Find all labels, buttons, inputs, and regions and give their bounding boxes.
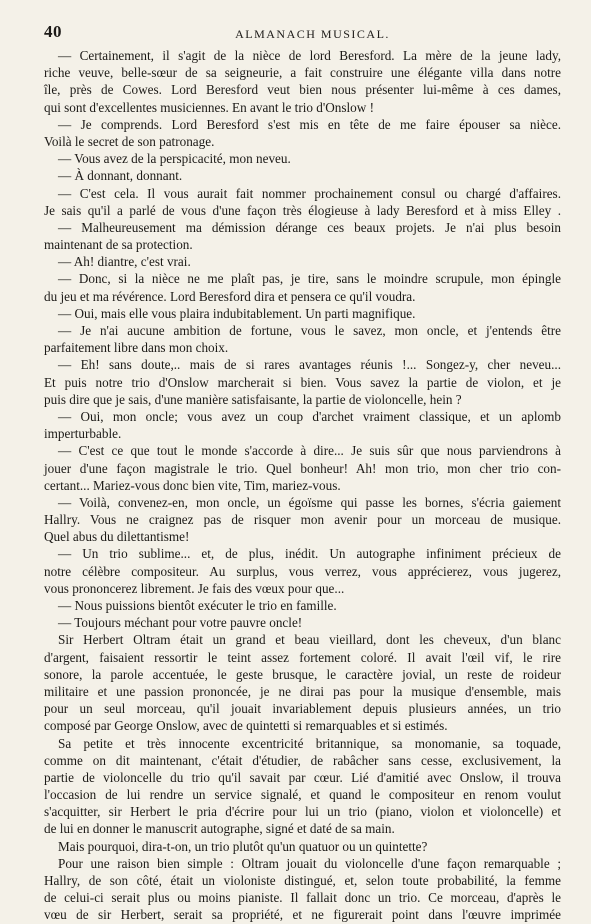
text-line: Sa petite et très innocente excentricité britannique, sa monomanie, sa toquade, (58, 735, 561, 751)
text-line: — Toujours méchant pour votre pauvre oncle! (58, 615, 303, 631)
text-line: pour un seul morceau, qu'il jouait invariablement depuis plusieurs années, un trio (44, 701, 561, 717)
text-line: partie de violoncelle du trio qu'il savait par cœur. Lié d'amitié avec Onslow, il trouva (44, 769, 561, 785)
running-title: ALMANACH MUSICAL. (235, 27, 390, 41)
page-header (44, 22, 561, 44)
text-line: qui sont d'excellentes musiciennes. En avant le trio d'Onslow ! (44, 99, 374, 115)
text-line: s'acquitter, sir Herbert le pria d'écrire pour lui un trio (piano, violon et violoncelle) et (44, 804, 561, 820)
text-line: — Vous avez de la perspicacité, mon neveu. (58, 151, 291, 167)
text-line: Et puis notre trio d'Onslow marcherait si bien. Vous savez la partie de violon, et je (44, 374, 561, 390)
text-line: île, près de Cowes. Lord Beresford veut bien nous présenter lui-même à ces dames, (44, 82, 561, 98)
text-line: comme on dit maintenant, c'était d'étudier, de rabâcher sans cesse, exclusivement, la (44, 752, 561, 768)
text-line: — Eh! sans doute,.. mais de si rares avantages réunis !... Songez-y, cher neveu... (58, 357, 561, 373)
text-line: Hallry, de son côté, était un violoniste distingué, et, selon toute probabilité, la femme (44, 873, 561, 888)
text-line: l'occasion de lui rendre un service signalé, et quand le compositeur en renom voulut (44, 787, 561, 803)
text-line: — Certainement, il s'agit de la nièce de lord Beresford. La mère de la jeune lady, (58, 48, 561, 63)
text-line: — Donc, si la nièce ne me plaît pas, je tire, sans le moindre scrupule, mon épingle (58, 271, 561, 287)
text-line: Voilà le secret de son patronage. (44, 133, 215, 149)
text-line: — C'est ce que tout le monde s'accorde à dire... Je suis sûr que nous parviendrons à (58, 443, 561, 459)
text-line: — Oui, mon oncle; vous avez un coup d'archet vraiment classique, et un aplomb (58, 408, 561, 424)
body-text (44, 47, 561, 924)
text-line: imperturbable. (44, 426, 122, 442)
text-line: de celui-ci serait plus ou moins pianiste. Il fallait donc un trio. Ce morceau, d'après le (44, 890, 561, 906)
text-line: Quel abus du dilettantisme! (44, 529, 190, 545)
text-line: Mais pourquoi, dira-t-on, un trio plutôt qu'un quatuor ou un quintette? (58, 838, 428, 854)
text-line: Pour une raison bien simple : Oltram jouait du violoncelle d'une façon remarquable ; (58, 855, 561, 871)
text-line: — Un trio sublime... et, de plus, inédit. Un autographe infiniment précieux de (58, 546, 561, 562)
text-line: Sir Herbert Oltram était un grand et beau vieillard, dont les cheveux, d'un blanc (58, 632, 561, 648)
text-line: sonore, la parole accentuée, le geste brusque, le caractère jovial, un reste de roideur (44, 666, 561, 682)
text-line: du jeu et ma révérence. Lord Beresford dira et pensera ce qu'il voudra. (44, 288, 416, 304)
text-line: de lui en donner le manuscrit autographe, signé et daté de sa main. (44, 821, 395, 837)
text-line: vœu de sir Herbert, serait sa propriété, et ne figurerait point dans l'œuvre imprimée (44, 907, 561, 923)
text-line: — À donnant, donnant. (58, 168, 183, 184)
text-line: — Je n'ai aucune ambition de fortune, vous le savez, mon oncle, et j'entends être (58, 323, 561, 338)
text-line: maintenant de sa protection. (44, 237, 193, 253)
text-line: — Ah! diantre, c'est vrai. (58, 254, 191, 270)
text-line: — C'est cela. Il vous aurait fait nommer prochainement consul ou chargé d'affaires. (58, 185, 561, 201)
text-line: — Je comprends. Lord Beresford s'est mis en tête de me faire épouser sa nièce. (58, 116, 561, 132)
text-line: — Nous puissions bientôt exécuter le trio en famille. (58, 598, 337, 613)
text-line: — Oui, mais elle vous plaira indubitablement. Un parti magnifique. (58, 305, 416, 321)
text-line: jouer d'une façon magistrale le trio. Quel bonheur! Ah! mon trio, mon cher trio con- (44, 460, 561, 476)
page-number: 40 (44, 22, 62, 41)
text-line: notre célèbre compositeur. Au surplus, vous verrez, vous apprécierez, vous jugerez, (44, 563, 561, 579)
text-line: militaire et une passion prononcée, je ne dirai pas pour la musique d'ensemble, mais (44, 683, 561, 699)
text-line: — Voilà, convenez-en, mon oncle, un égoïsme qui passe les bornes, s'écria gaiement (58, 494, 561, 510)
text-line: d'argent, faisaient ressortir le teint assez fortement coloré. Il avait l'œil vif, le rire (44, 649, 561, 665)
text-line: composé par George Onslow, avec de quintetti si remarquables et si estimés. (44, 718, 448, 734)
text-line: vous prononcerez librement. Je fais des vœux pour que... (44, 580, 345, 596)
text-line: — Malheureusement ma démission dérange ces beaux projets. Je n'ai plus besoin (58, 219, 561, 235)
text-line: Hallry. Vous ne craignez pas de risquer mon avenir pour un morceau de musique. (44, 512, 561, 528)
text-line: certant... Mariez-vous donc bien vite, Tim, mariez-vous. (44, 477, 341, 493)
text-line: puis dire que je sais, d'une manière satisfaisante, la partie de violoncelle, hein ? (44, 391, 462, 407)
text-line: riche veuve, belle-sœur de sa seigneurie, a fait construire une élégante villa dans notre (44, 65, 561, 81)
text-line: Je sais qu'il a parlé de vous d'une façon très élogieuse à lady Beresford et à miss Elley . (44, 202, 561, 218)
text-line: parfaitement libre dans mon choix. (44, 340, 229, 356)
